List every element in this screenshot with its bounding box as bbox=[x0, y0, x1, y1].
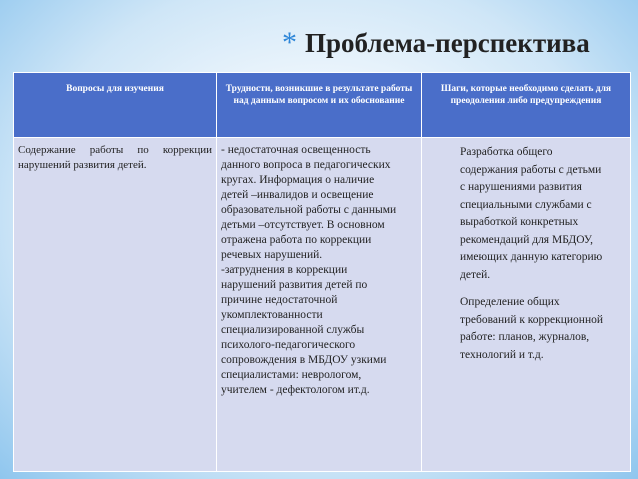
difficulties-line: специалистами: неврологом, bbox=[221, 369, 362, 381]
difficulties-line: - недостаточная освещенность bbox=[221, 144, 371, 156]
cell-steps bbox=[422, 138, 631, 472]
difficulties-line: учителем - дефектологом ит.д. bbox=[221, 384, 370, 396]
difficulties-line: речевых нарушений. bbox=[221, 249, 323, 261]
difficulties-line: психолого-педагогического bbox=[221, 339, 356, 351]
steps-line: работе: планов, журналов, bbox=[460, 331, 590, 343]
difficulties-line: нарушений развития детей по bbox=[221, 279, 368, 291]
page-title bbox=[282, 26, 590, 60]
table-header-row bbox=[14, 73, 631, 138]
steps-paragraph-2 bbox=[460, 294, 622, 364]
difficulties-line: специализированной службы bbox=[221, 324, 365, 336]
title-bullet: * bbox=[282, 26, 297, 59]
cell-difficulties bbox=[217, 138, 422, 472]
difficulties-line: причине недостаточной bbox=[221, 294, 338, 306]
steps-line: выработкой конкретных bbox=[460, 216, 579, 228]
header-steps: Шаги, которые необходимо сделать для преодоления либо предупреждения bbox=[422, 73, 631, 138]
steps-line: требований к коррекционной bbox=[460, 313, 604, 326]
header-questions: Вопросы для изучения bbox=[14, 73, 217, 138]
header-difficulties: Трудности, возникшие в результате работы над данным вопросом и их обоснование bbox=[217, 73, 422, 138]
difficulties-line: данного вопроса в педагогических bbox=[221, 159, 391, 171]
table-row bbox=[14, 138, 631, 472]
problem-perspective-table bbox=[13, 72, 631, 472]
steps-line: с нарушениями развития bbox=[460, 181, 582, 193]
steps-line: содержания работы с детьми bbox=[460, 163, 602, 176]
steps-line: детей. bbox=[460, 268, 491, 281]
steps-line: имеющих данную категорию bbox=[460, 251, 603, 263]
difficulties-line: отражена работа по коррекции bbox=[221, 234, 372, 246]
steps-line: технологий и т.д. bbox=[460, 348, 544, 361]
difficulties-line: сопровождения в МБДОУ узкими bbox=[221, 354, 387, 366]
difficulties-line: кругах. Информация о наличие bbox=[221, 174, 375, 186]
steps-line: Определение общих bbox=[460, 296, 560, 308]
steps-paragraph-1 bbox=[460, 144, 622, 284]
difficulties-line: детьми –отсутствует. В основном bbox=[221, 219, 385, 231]
difficulties-line: укомплектованности bbox=[221, 309, 323, 321]
cell-question: Содержание работы по коррекции нарушений развития детей. bbox=[14, 138, 217, 472]
steps-line: рекомендаций для МБДОУ, bbox=[460, 233, 594, 246]
steps-line: специальными службами с bbox=[460, 198, 592, 211]
difficulties-line: -затруднения в коррекции bbox=[221, 264, 348, 276]
difficulties-line: образовательной работы с данными bbox=[221, 204, 397, 216]
steps-line: Разработка общего bbox=[460, 146, 553, 158]
difficulties-line: детей –инвалидов и освещение bbox=[221, 189, 374, 201]
title-text: Проблема-перспектива bbox=[305, 28, 590, 58]
